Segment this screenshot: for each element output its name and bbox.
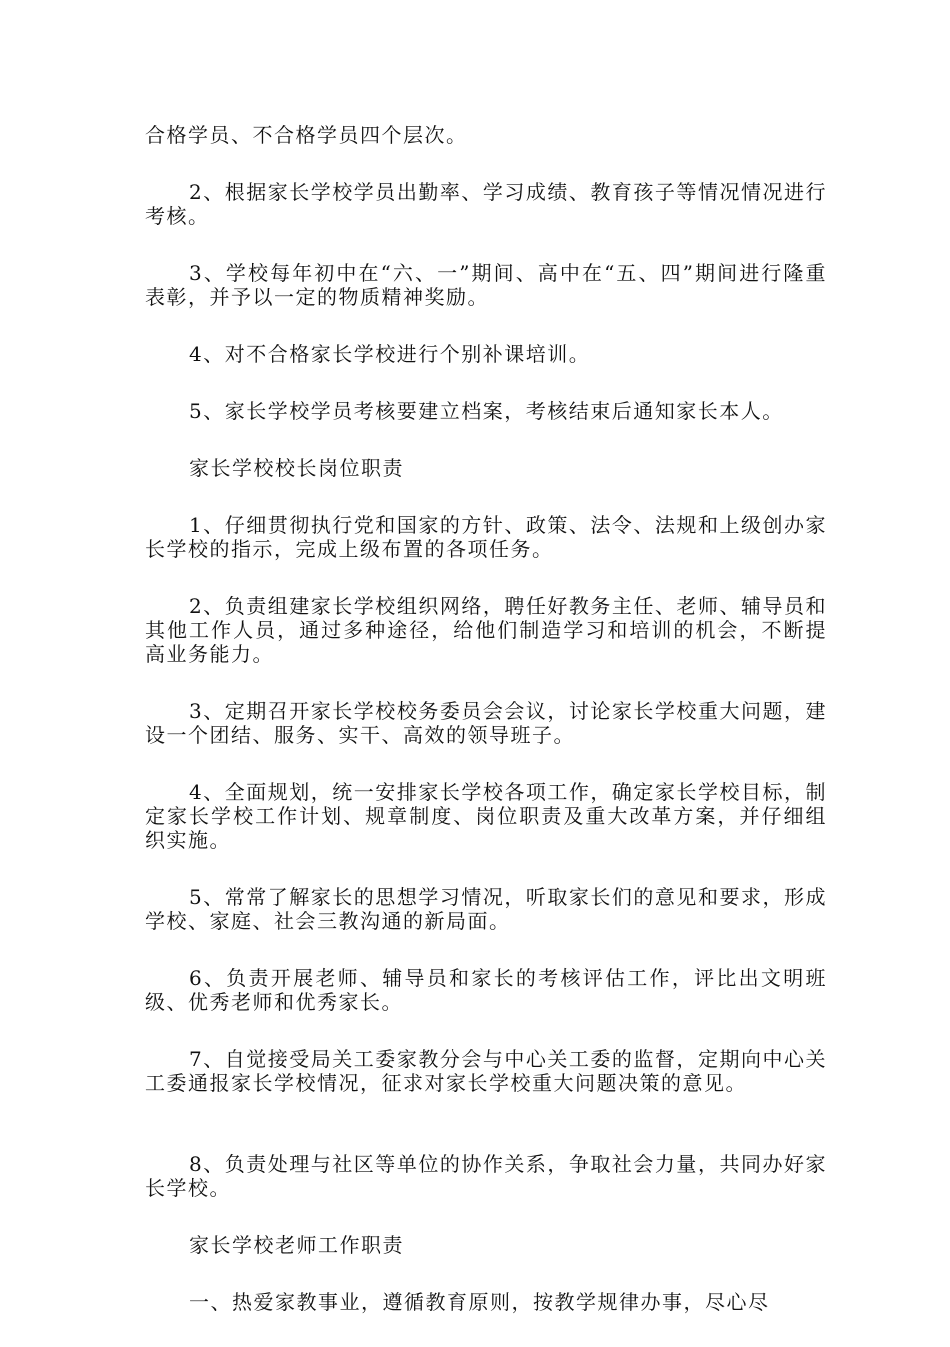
- paragraph-teacher-duty-1: 一、热爱家教事业，遵循教育原则，按教学规律办事，尽心尽: [189, 1290, 770, 1314]
- paragraph-principal-duty-6: 6、负责开展老师、辅导员和家长的考核评估工作，评比出文明班级、优秀老师和优秀家长。: [145, 966, 827, 1014]
- paragraph-item-2-assessment: 2、根据家长学校学员出勤率、学习成绩、教育孩子等情况情况进行考核。: [145, 180, 827, 228]
- paragraph-item-5-archive: 5、家长学校学员考核要建立档案，考核结束后通知家长本人。: [189, 399, 784, 423]
- paragraph-continuation: 合格学员、不合格学员四个层次。: [145, 123, 468, 147]
- document-body: [145, 123, 827, 1347]
- paragraph-item-3-commendation: 3、学校每年初中在“六、一”期间、高中在“五、四”期间进行隆重表彰，并予以一定的物质精神奖励。: [145, 261, 827, 309]
- paragraph-item-4-makeup-training: 4、对不合格家长学校进行个别补课培训。: [189, 342, 591, 366]
- paragraph-principal-duty-5: 5、常常了解家长的思想学习情况，听取家长们的意见和要求，形成学校、家庭、社会三教沟通的新局面。: [145, 885, 827, 933]
- section-heading-teacher-duties: 家长学校老师工作职责: [189, 1233, 404, 1257]
- paragraph-principal-duty-1: 1、仔细贯彻执行党和国家的方针、政策、法令、法规和上级创办家长学校的指示，完成上级布置的各项任务。: [145, 513, 827, 561]
- paragraph-principal-duty-2: 2、负责组建家长学校组织网络，聘任好教务主任、老师、辅导员和其他工作人员，通过多种途径，给他们制造学习和培训的机会，不断提高业务能力。: [145, 594, 827, 666]
- paragraph-principal-duty-4: 4、全面规划，统一安排家长学校各项工作，确定家长学校目标，制定家长学校工作计划、规章制度、岗位职责及重大改革方案，并仔细组织实施。: [145, 780, 827, 852]
- paragraph-principal-duty-3: 3、定期召开家长学校校务委员会会议，讨论家长学校重大问题，建设一个团结、服务、实干、高效的领导班子。: [145, 699, 827, 747]
- section-heading-principal-duties: 家长学校校长岗位职责: [189, 456, 404, 480]
- paragraph-principal-duty-7: 7、自觉接受局关工委家教分会与中心关工委的监督，定期向中心关工委通报家长学校情况，征求对家长学校重大问题决策的意见。: [145, 1047, 827, 1095]
- paragraph-principal-duty-8: 8、负责处理与社区等单位的协作关系，争取社会力量，共同办好家长学校。: [145, 1152, 827, 1200]
